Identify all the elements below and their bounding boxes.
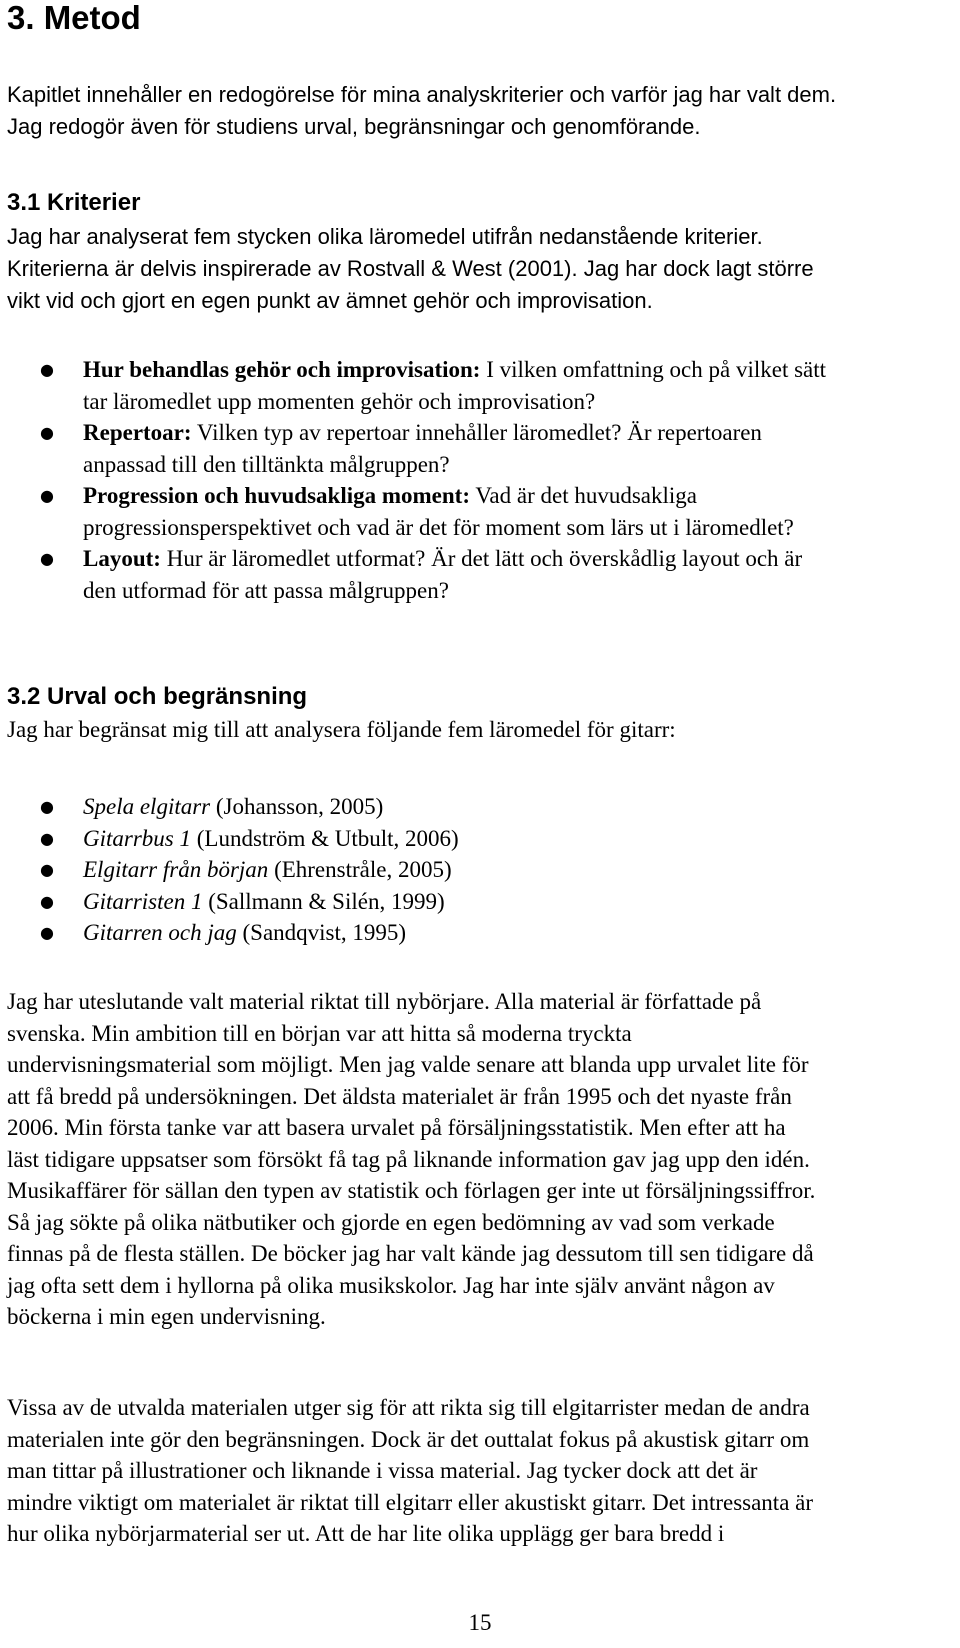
bullet-icon: ● xyxy=(40,860,54,879)
paragraph-line: man tittar på illustrationer och liknande i vissa material. Jag tycker dock att det är xyxy=(7,1458,758,1483)
paragraph-line: Musikaffärer för sällan den typen av statistik och förlagen ger inte ut försäljningssiffror. xyxy=(7,1178,816,1203)
criteria-text: tar läromedlet upp momenten gehör och improvisation? xyxy=(83,388,596,414)
paragraph-line: att få bredd på undersökningen. Det äldsta materialet är från 1995 och det nyaste från xyxy=(7,1083,792,1109)
book-item xyxy=(7,791,947,823)
criteria-text: Vad är det huvudsakliga xyxy=(470,483,697,508)
paragraph-line: böckerna i min egen undervisning. xyxy=(7,1304,326,1329)
criteria-term: Layout: xyxy=(83,546,161,571)
paragraph-line: hur olika nybörjarmaterial ser ut. Att de har lite olika upplägg ger bara bredd i xyxy=(7,1521,725,1546)
bullet-icon: ● xyxy=(40,828,54,848)
urval-paragraph-2 xyxy=(7,1392,813,1550)
paragraph-line: svenska. Min ambition till en början var att hitta så moderna tryckta xyxy=(7,1020,632,1046)
book-title: Spela elgitarr xyxy=(83,794,211,819)
book-reference: (Lundström & Utbult, 2006) xyxy=(191,825,459,851)
page-title: 3. Metod xyxy=(7,0,141,36)
bullet-icon: ● xyxy=(40,360,54,379)
book-item xyxy=(7,917,947,949)
criteria-item xyxy=(7,543,947,606)
urval-paragraph-1 xyxy=(7,986,815,1333)
criteria-item xyxy=(7,417,947,480)
paragraph-line: materialen inte gör den begränsningen. Dock är det outtalat fokus på akustisk gitarr om xyxy=(7,1426,810,1452)
section-heading-kriterier: 3.1 Kriterier xyxy=(7,189,141,216)
book-reference: (Ehrenstråle, 2005) xyxy=(268,857,452,882)
section-heading-urval: 3.2 Urval och begränsning xyxy=(7,683,308,710)
book-title: Gitarren och jag xyxy=(83,920,237,945)
criteria-item xyxy=(7,480,947,543)
criteria-term: Progression och huvudsakliga moment: xyxy=(83,483,471,508)
page-number: 15 xyxy=(468,1610,492,1635)
paragraph-line: finnas på de flesta ställen. De böcker jag har valt kände jag dessutom till sen tidigare då xyxy=(7,1241,814,1266)
criteria-text: den utformad för att passa målgruppen? xyxy=(83,577,449,603)
book-reference: (Johansson, 2005) xyxy=(210,794,384,819)
paragraph-line: Så jag sökte på olika nätbutiker och gjorde en egen bedömning av vad som verkade xyxy=(7,1209,775,1235)
bullet-icon: ● xyxy=(40,923,54,942)
book-title: Elgitarr från början xyxy=(83,857,269,882)
books-list xyxy=(7,791,947,949)
paragraph-line: undervisningsmaterial som möjligt. Men jag valde senare att blanda upp urvalet lite för xyxy=(7,1052,809,1077)
paragraph-line: läst tidigare uppsatser som försökt få tag på liknande information gav jag upp den idén. xyxy=(7,1146,810,1172)
criteria-term: Hur behandlas gehör och improvisation: xyxy=(83,357,481,382)
book-title: Gitarristen 1 xyxy=(83,888,203,914)
bullet-icon: ● xyxy=(40,891,54,911)
kriterier-line: Jag har analyserat fem stycken olika läromedel utifrån nedanstående kriterier. xyxy=(7,224,763,249)
urval-intro: Jag har begränsat mig till att analysera följande fem läromedel för gitarr: xyxy=(7,717,676,742)
book-item xyxy=(7,854,947,886)
paragraph-line: Jag har uteslutande valt material riktat till nybörjare. Alla material är författade på xyxy=(7,989,762,1014)
criteria-text: I vilken omfattning och på vilket sätt xyxy=(480,357,827,382)
intro-line: Kapitlet innehåller en redogörelse för mina analyskriterier och varför jag har valt dem. xyxy=(7,82,837,107)
bullet-icon: ● xyxy=(40,423,54,442)
book-item xyxy=(7,886,947,918)
bullet-icon: ● xyxy=(40,486,54,505)
kriterier-line: Kriterierna är delvis inspirerade av Rostvall & West (2001). Jag har dock lagt större xyxy=(7,256,814,281)
criteria-list xyxy=(7,354,947,606)
paragraph-line: mindre viktigt om materialet är riktat till elgitarr eller akustiskt gitarr. Det intressanta är xyxy=(7,1489,814,1515)
intro-paragraph xyxy=(7,79,836,143)
paragraph-line: Vissa av de utvalda materialen utger sig för att rikta sig till elgitarrister medan de andra xyxy=(7,1395,810,1420)
bullet-icon: ● xyxy=(40,549,54,568)
kriterier-line: vikt vid och gjort en egen punkt av ämnet gehör och improvisation. xyxy=(7,288,653,313)
bullet-icon: ● xyxy=(40,797,54,816)
paragraph-line: jag ofta sett dem i hyllorna på olika musikskolor. Jag har inte själv använt någon av xyxy=(7,1272,775,1298)
book-item xyxy=(7,823,947,855)
criteria-text: Vilken typ av repertoar innehåller läromedlet? Är repertoaren xyxy=(191,420,762,445)
book-reference: (Sallmann & Silén, 1999) xyxy=(202,888,445,914)
criteria-text: progressionsperspektivet och vad är det för moment som lärs ut i läromedlet? xyxy=(83,514,794,540)
paragraph-line: 2006. Min första tanke var att basera urvalet på försäljningsstatistik. Men efter att ha xyxy=(7,1115,786,1140)
criteria-item xyxy=(7,354,947,417)
book-reference: (Sandqvist, 1995) xyxy=(236,920,407,945)
book-title: Gitarrbus 1 xyxy=(83,825,191,851)
criteria-text: Hur är läromedlet utformat? Är det lätt och överskådlig layout och är xyxy=(160,546,803,571)
intro-line: Jag redogör även för studiens urval, begränsningar och genomförande. xyxy=(7,114,701,139)
criteria-term: Repertoar: xyxy=(83,420,192,445)
kriterier-paragraph xyxy=(7,221,814,317)
criteria-text: anpassad till den tilltänkta målgruppen? xyxy=(83,451,450,477)
